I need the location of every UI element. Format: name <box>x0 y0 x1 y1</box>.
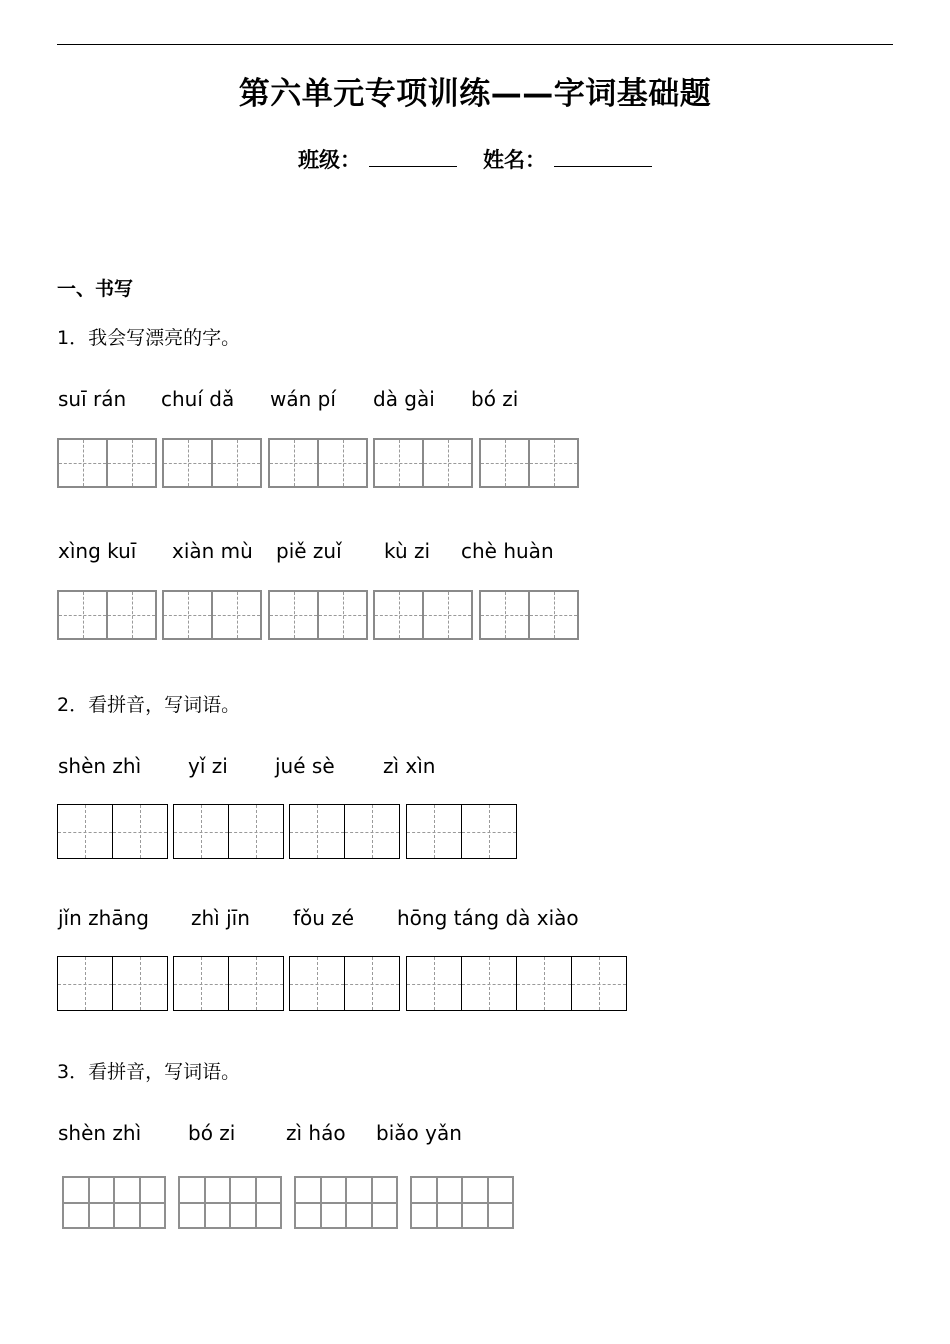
writing-grid[interactable] <box>373 438 473 488</box>
writing-grid[interactable] <box>162 590 262 640</box>
page-title: 第六单元专项训练——字词基础题 <box>238 76 712 112</box>
pinyin: zì háo <box>286 1121 346 1145</box>
writing-grid[interactable] <box>173 804 284 859</box>
pinyin: zhì jīn <box>191 906 250 930</box>
pinyin: hōng táng dà xiào <box>397 906 579 930</box>
writing-grid[interactable] <box>289 804 400 859</box>
pinyin: shèn zhì <box>58 1121 142 1145</box>
writing-grid[interactable] <box>406 956 627 1011</box>
pinyin: jué sè <box>275 754 335 778</box>
pinyin: xìng kuī <box>58 539 137 563</box>
pinyin: wán pí <box>270 387 336 411</box>
pinyin: jǐn zhāng <box>58 906 149 930</box>
section-title: 一、书写 <box>57 278 134 300</box>
class-blank[interactable] <box>369 146 457 167</box>
writing-grid[interactable] <box>178 1176 282 1229</box>
writing-grid[interactable] <box>406 804 517 859</box>
writing-grid[interactable] <box>479 590 579 640</box>
name-label: 姓名： <box>483 148 546 172</box>
pinyin: yǐ zi <box>188 754 228 778</box>
student-info <box>0 144 950 174</box>
writing-grid[interactable] <box>268 438 368 488</box>
question-2-prompt: 2．看拼音，写词语。 <box>57 694 241 716</box>
writing-grid[interactable] <box>57 804 168 859</box>
top-rule <box>57 44 893 45</box>
pinyin: bó zi <box>188 1121 236 1145</box>
writing-grid[interactable] <box>57 438 157 488</box>
class-label: 班级： <box>298 148 361 172</box>
pinyin: bó zi <box>471 387 519 411</box>
pinyin: suī rán <box>58 387 127 411</box>
pinyin: biǎo yǎn <box>376 1121 462 1145</box>
writing-grid[interactable] <box>479 438 579 488</box>
writing-grid[interactable] <box>410 1176 514 1229</box>
pinyin: fǒu zé <box>293 906 355 930</box>
pinyin: dà gài <box>373 387 435 411</box>
pinyin: kù zi <box>384 539 431 563</box>
pinyin: chè huàn <box>461 539 554 563</box>
writing-grid[interactable] <box>268 590 368 640</box>
writing-grid[interactable] <box>162 438 262 488</box>
pinyin: piě zuǐ <box>276 539 342 563</box>
question-1-prompt: 1．我会写漂亮的字。 <box>57 327 241 349</box>
pinyin: zì xìn <box>383 754 436 778</box>
question-3-prompt: 3．看拼音，写词语。 <box>57 1061 241 1083</box>
pinyin: chuí dǎ <box>161 387 235 411</box>
pinyin: shèn zhì <box>58 754 142 778</box>
writing-grid[interactable] <box>57 956 168 1011</box>
writing-grid[interactable] <box>57 590 157 640</box>
name-blank[interactable] <box>554 146 652 167</box>
writing-grid[interactable] <box>294 1176 398 1229</box>
writing-grid[interactable] <box>62 1176 166 1229</box>
pinyin: xiàn mù <box>172 539 253 563</box>
writing-grid[interactable] <box>289 956 400 1011</box>
writing-grid[interactable] <box>373 590 473 640</box>
writing-grid[interactable] <box>173 956 284 1011</box>
